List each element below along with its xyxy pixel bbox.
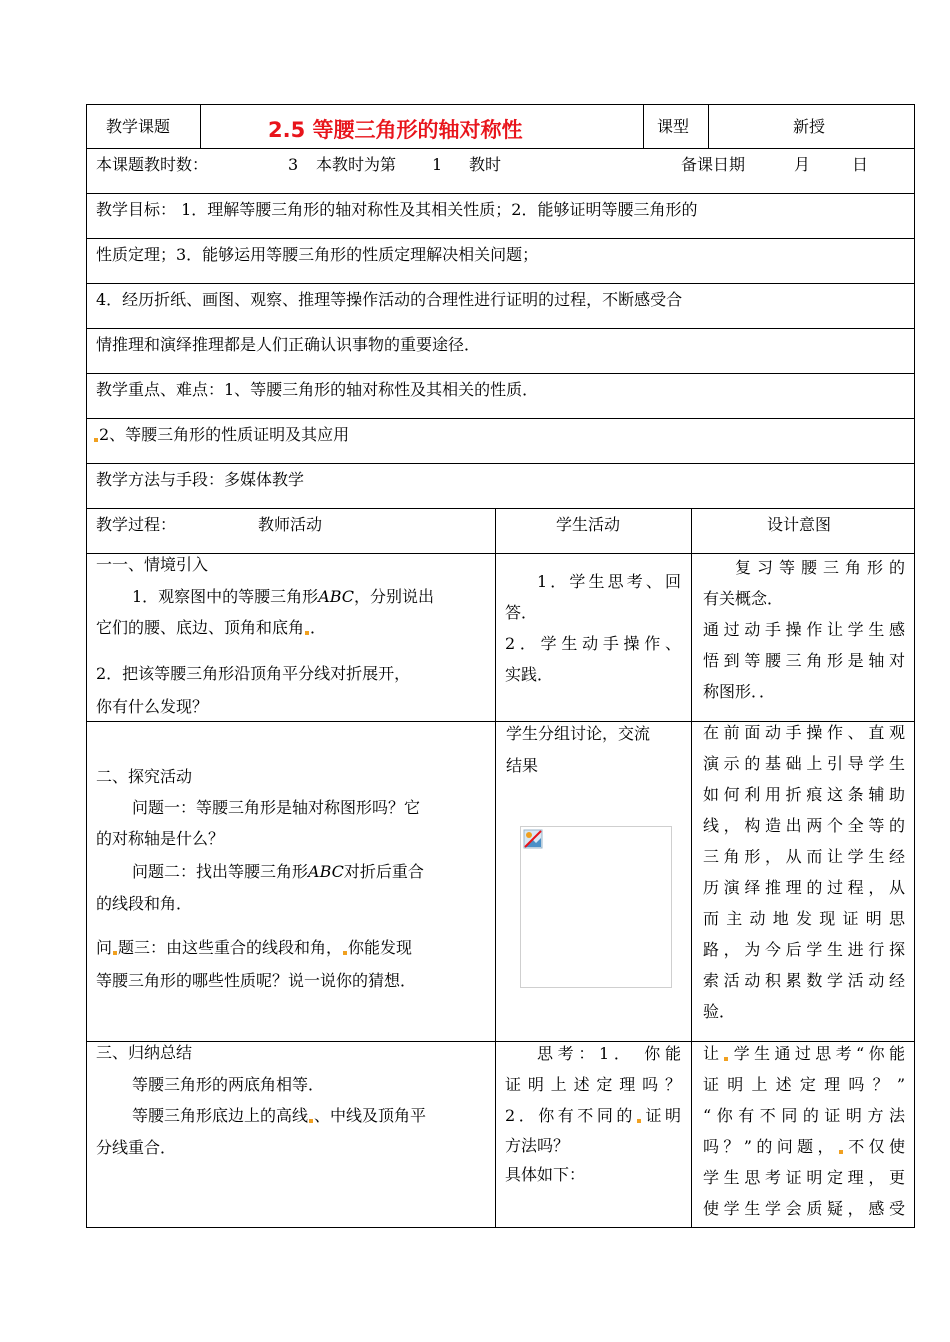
section-heading: 二、探究活动	[96, 767, 193, 786]
teacher-text: 问题一：等腰三角形是轴对称图形吗？它	[132, 798, 421, 817]
student-activity-header: 学生活动	[556, 515, 621, 534]
figure-placeholder	[520, 826, 672, 988]
row-divider	[86, 508, 915, 509]
teacher-text: 它们的腰、底边、顶角和底角 ．	[96, 618, 327, 637]
row-divider	[86, 238, 915, 239]
edit-marker	[113, 951, 117, 955]
teacher-text: 2．把该等腰三角形沿顶角平分线对折展开，	[96, 664, 411, 683]
row-divider	[86, 328, 915, 329]
teacher-text: 的线段和角．	[96, 894, 193, 913]
table-border-right	[914, 104, 915, 1228]
objectives-line: 性质定理；3．能够运用等腰三角形的性质定理解决相关问题；	[96, 245, 539, 264]
row-divider	[86, 373, 915, 374]
table-border-bottom	[86, 1227, 915, 1228]
teacher-activity-header: 教师活动	[258, 515, 323, 534]
teacher-text: 等腰三角形的哪些性质呢？说一说你的猜想．	[96, 971, 417, 990]
edit-marker	[839, 1150, 843, 1154]
design-intent-text: 让 学生通过思考“你能 证明上述定理吗？” “你有不同的证明方法 吗？”的问题， 不仅使 学生思考证明定理，更 使学生学会质疑，感受	[703, 1044, 905, 1218]
current-hour-suffix: 教时	[469, 155, 502, 174]
col-divider	[643, 104, 644, 149]
key-points-line: 教学重点、难点：1、等腰三角形的轴对称性及其相关的性质．	[96, 380, 539, 399]
teacher-text: 的对称轴是什么？	[96, 829, 225, 848]
teacher-text: 分线重合．	[96, 1138, 177, 1157]
current-hour-value: 1	[432, 155, 443, 174]
teacher-text: 1．观察图中的等腰三角形ABC，分别说出	[132, 587, 435, 606]
row-divider	[86, 148, 915, 149]
broken-image-icon	[523, 829, 543, 849]
col-divider	[495, 508, 496, 1228]
table-border-top	[86, 104, 915, 105]
objectives-line: 4．经历折纸、画图、观察、推理等操作活动的合理性进行证明的过程，不断感受合	[96, 290, 683, 309]
student-activity-text: 1．学生思考、回 答． 2．学生动手操作、 实践．	[505, 572, 681, 684]
edit-marker	[724, 1057, 728, 1061]
topic-label: 教学课题	[106, 117, 171, 136]
row-divider	[86, 193, 915, 194]
teacher-text: 问题二：找出等腰三角形ABC对折后重合	[132, 862, 424, 881]
hours-label: 本课题教时数：	[96, 155, 209, 174]
teacher-text: 问 题三：由这些重合的线段和角， 你能发现	[96, 938, 413, 957]
edit-marker	[309, 1119, 313, 1123]
objectives-line: 教学目标： 1．理解等腰三角形的轴对称性及其相关性质；2．能够证明等腰三角形的	[96, 200, 698, 219]
process-label: 教学过程：	[96, 515, 177, 534]
methods-line: 教学方法与手段：多媒体教学	[96, 470, 305, 489]
design-intent-header: 设计意图	[767, 515, 832, 534]
prep-day: 日	[852, 155, 869, 174]
teacher-text: 你有什么发现？	[96, 697, 209, 716]
type-label: 课型	[657, 117, 690, 136]
section-heading: 三、归纳总结	[96, 1043, 193, 1062]
teacher-text: 等腰三角形的两底角相等．	[132, 1075, 325, 1094]
row-divider	[86, 463, 915, 464]
teacher-text: 等腰三角形底边上的高线 、中线及顶角平	[132, 1106, 427, 1125]
key-points-line: 2、等腰三角形的性质证明及其应用	[93, 425, 349, 445]
col-divider	[708, 104, 709, 149]
student-activity-text: 思考：1． 你能 证明上述定理吗？ 2．你有不同的 证明 方法吗？ 具体如下：	[505, 1044, 681, 1184]
objectives-line: 情推理和演绎推理都是人们正确认识事物的重要途径．	[96, 335, 481, 354]
edit-marker	[94, 438, 98, 442]
row-divider	[86, 283, 915, 284]
type-value: 新授	[793, 117, 826, 136]
current-hour-label: 本教时为第	[316, 155, 397, 174]
design-intent-text: 复习等腰三角形的 有关概念． 通过动手操作让学生感 悟到等腰三角形是轴对 称图形．．	[703, 558, 905, 701]
section-heading: 一一、情境引入	[96, 555, 209, 574]
col-divider	[200, 104, 201, 149]
edit-marker	[305, 631, 309, 635]
student-activity-text: 结果	[506, 756, 539, 775]
prep-month: 月	[794, 155, 811, 174]
lesson-title: 2.5 等腰三角形的轴对称性	[268, 118, 523, 142]
row-divider	[86, 418, 915, 419]
design-intent-text: 在前面动手操作、直观 演示的基础上引导学生 如何利用折痕这条辅助 线，构造出两个全等的 三角形，从而让学生经 历演绎推理的过程，从 而主动地发现证明思 路，为今后学生进行探 索活动积累数学活动经 验．	[703, 723, 905, 1021]
edit-marker	[637, 1119, 641, 1123]
hours-value: 3	[288, 155, 299, 174]
prep-date-label: 备课日期	[681, 155, 746, 174]
edit-marker	[343, 951, 347, 955]
table-border-left	[86, 104, 87, 1228]
student-activity-text: 学生分组讨论，交流	[506, 724, 651, 743]
col-divider	[691, 508, 692, 1228]
